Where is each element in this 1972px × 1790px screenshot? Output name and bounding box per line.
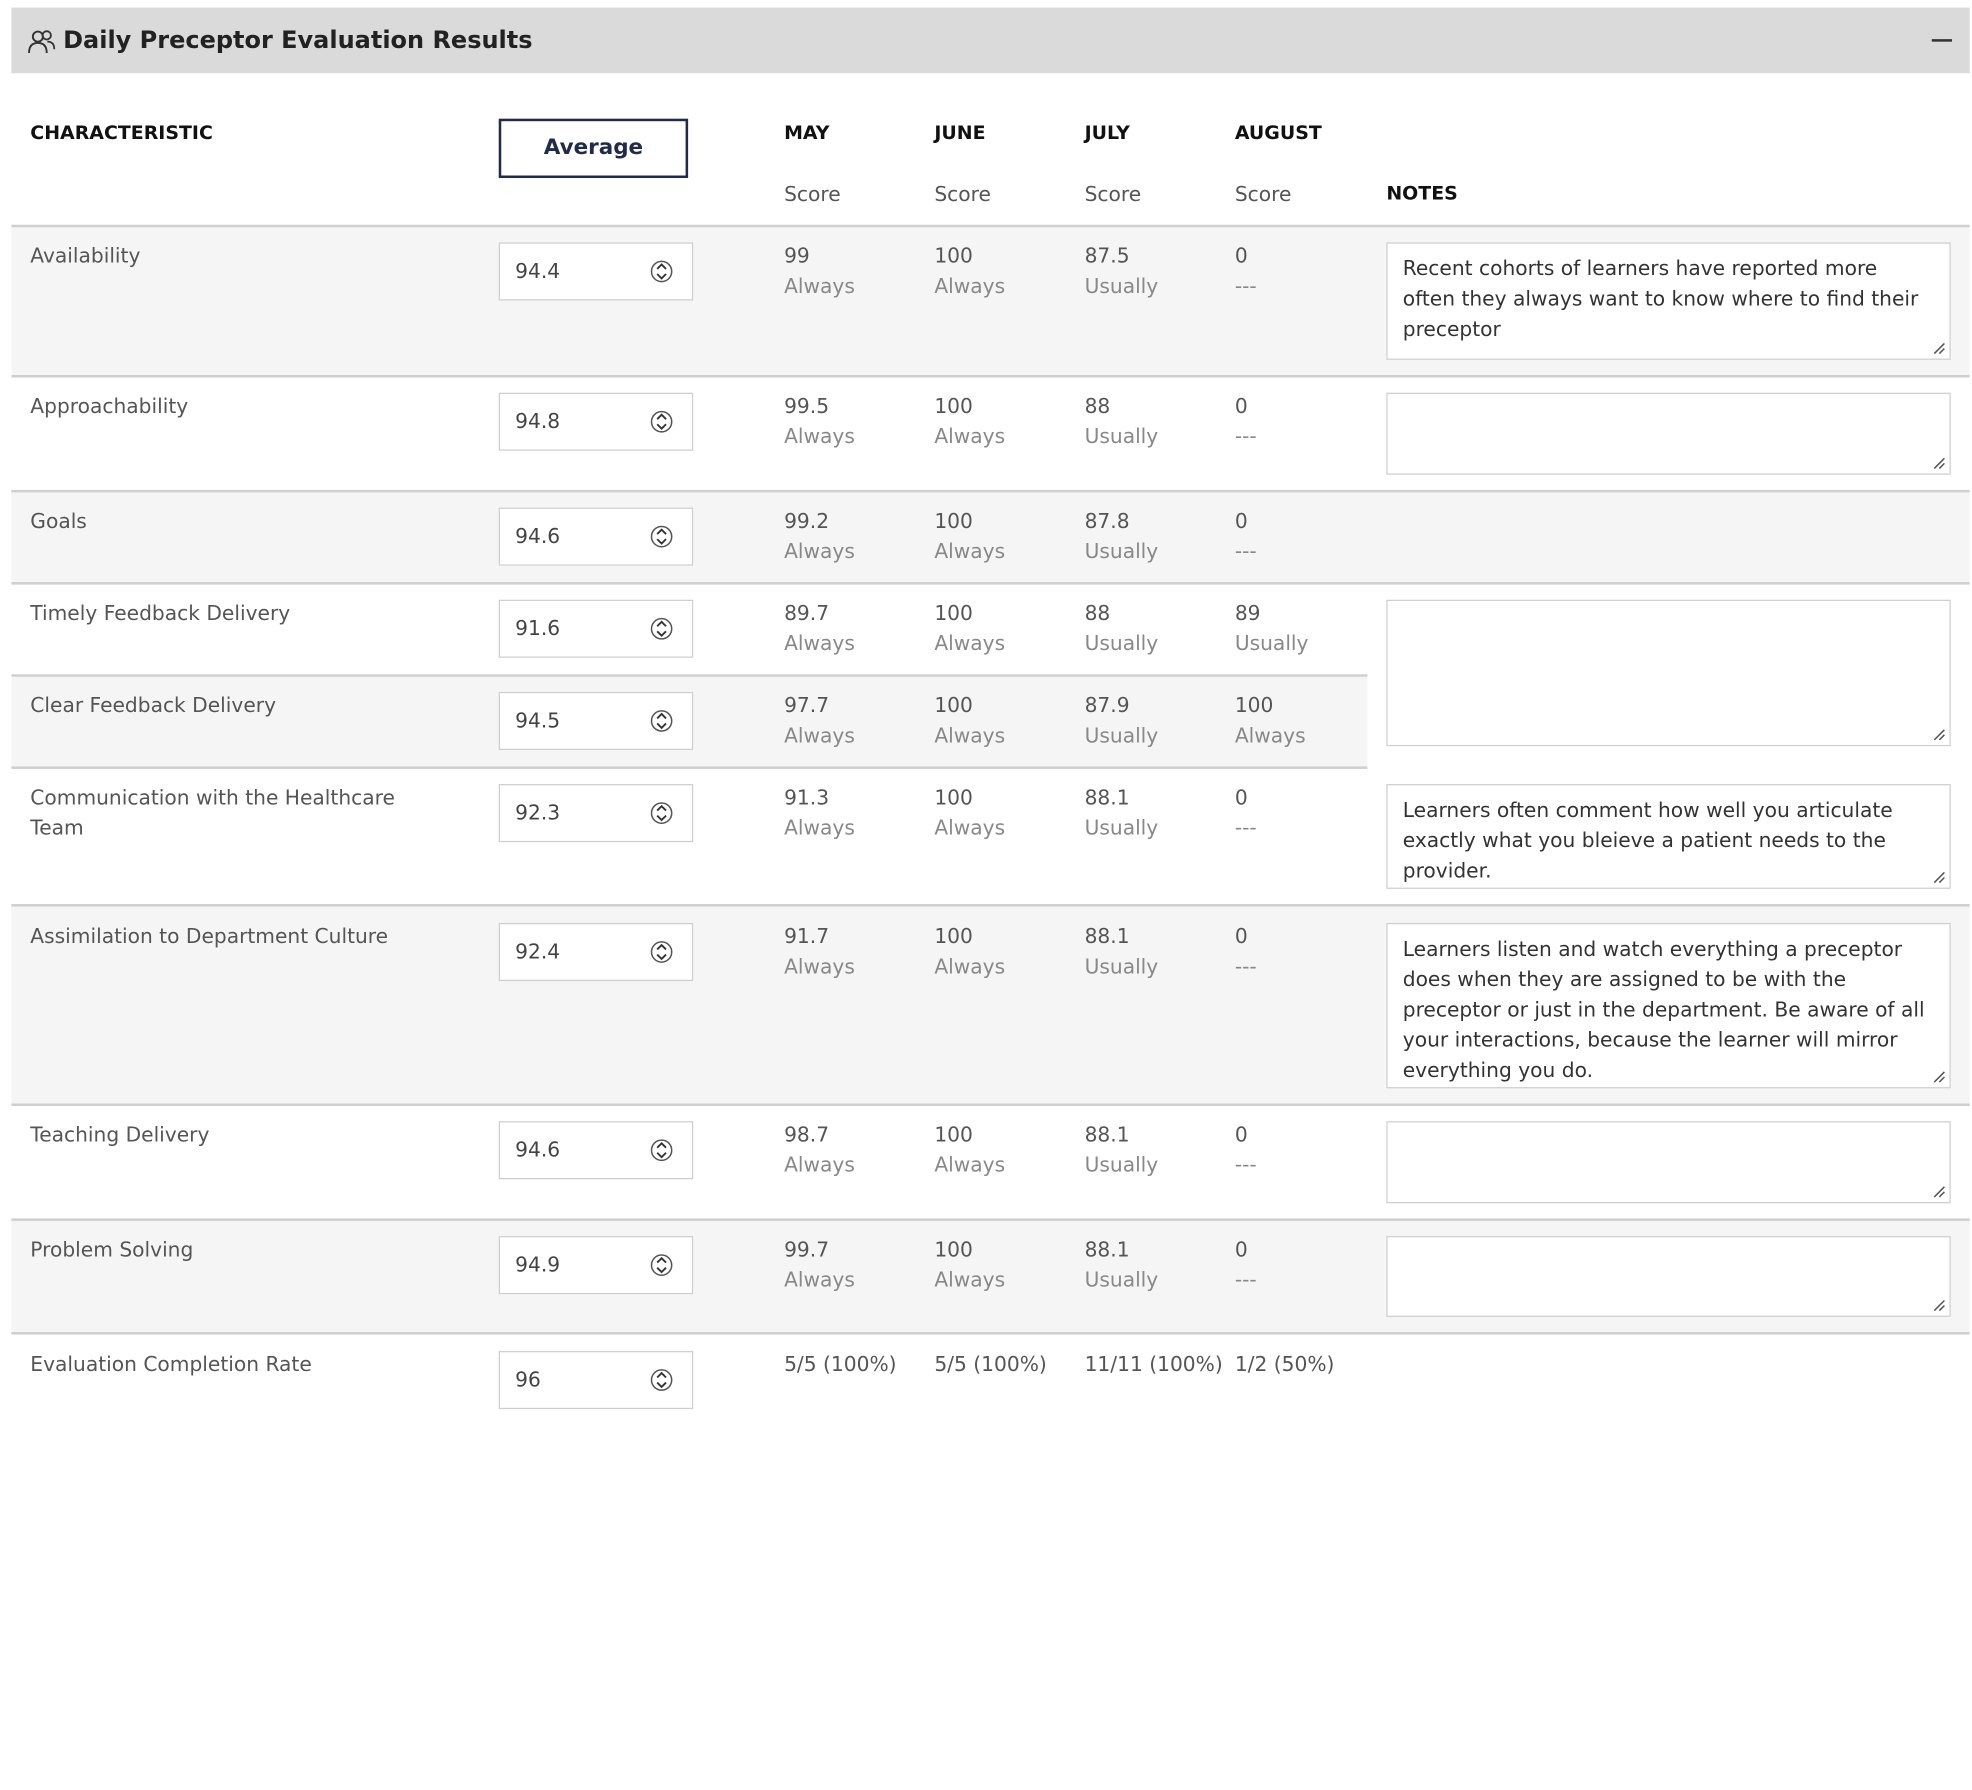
column-header-characteristic: CHARACTERISTIC bbox=[30, 121, 213, 144]
score-cell-may: 99.7 Always bbox=[784, 1237, 855, 1292]
score-cell-may: 89.7 Always bbox=[784, 600, 855, 656]
score-subheader-june: Score bbox=[934, 181, 991, 206]
score-cell-july: 88.1 Usually bbox=[1084, 924, 1159, 979]
characteristic-completion-rate: Evaluation Completion Rate bbox=[30, 1352, 312, 1377]
stepper-icon[interactable] bbox=[650, 256, 673, 286]
score-cell-may: 98.7 Always bbox=[784, 1122, 855, 1177]
characteristic-communication: Communication with the Healthcare Team bbox=[30, 785, 395, 840]
average-value: 94.6 bbox=[515, 1137, 561, 1162]
score-subheader-may: Score bbox=[784, 181, 841, 206]
column-header-august: AUGUST bbox=[1234, 121, 1322, 144]
row-divider bbox=[11, 674, 1367, 677]
row-divider bbox=[11, 766, 1367, 769]
average-input-timely-feedback[interactable] bbox=[499, 600, 693, 658]
notes-textarea-availability[interactable]: Recent cohorts of learners have reported more often they always want to know where to find their preceptor bbox=[1386, 242, 1950, 359]
resize-grip-icon[interactable] bbox=[1933, 729, 1946, 742]
characteristic-assimilation: Assimilation to Department Culture bbox=[30, 924, 389, 949]
column-header-june: JUNE bbox=[934, 121, 986, 144]
score-cell-july: 87.5 Usually bbox=[1084, 243, 1159, 298]
characteristic-approachability: Approachability bbox=[30, 393, 189, 418]
average-value: 94.9 bbox=[515, 1252, 561, 1277]
score-cell-july: 88.1 Usually bbox=[1084, 1237, 1159, 1292]
score-cell-may: 99.5 Always bbox=[784, 393, 855, 449]
stepper-icon[interactable] bbox=[650, 407, 673, 437]
stepper-icon[interactable] bbox=[650, 521, 673, 551]
score-subheader-july: Score bbox=[1084, 181, 1142, 206]
score-cell-may: 91.3 Always bbox=[784, 785, 855, 840]
average-value: 91.6 bbox=[515, 616, 561, 641]
score-cell-july: 88.1 Usually bbox=[1084, 785, 1159, 840]
average-value: 94.8 bbox=[515, 409, 561, 434]
score-cell-june: 100 Always bbox=[934, 1237, 1006, 1292]
resize-grip-icon[interactable] bbox=[1933, 457, 1946, 470]
score-cell-may: 97.7 Always bbox=[784, 693, 855, 748]
average-value: 94.6 bbox=[515, 523, 561, 548]
row-divider bbox=[11, 375, 1969, 378]
score-cell-august: 100 Always bbox=[1234, 693, 1306, 748]
score-cell-august: 0 --- bbox=[1234, 1122, 1257, 1177]
stepper-icon[interactable] bbox=[650, 937, 673, 967]
resize-grip-icon[interactable] bbox=[1933, 1071, 1946, 1084]
notes-textarea-teaching[interactable] bbox=[1386, 1121, 1950, 1203]
score-cell-august: 0 --- bbox=[1234, 508, 1257, 564]
completion-cell-may: 5/5 (100%) bbox=[784, 1352, 897, 1377]
stepper-icon[interactable] bbox=[650, 798, 673, 828]
resize-grip-icon[interactable] bbox=[1933, 1186, 1946, 1199]
column-header-notes: NOTES bbox=[1386, 181, 1458, 205]
score-cell-june: 100 Always bbox=[934, 393, 1006, 449]
average-value: 96 bbox=[515, 1367, 541, 1392]
notes-textarea-assimilation[interactable]: Learners listen and watch everything a preceptor does when they are assigned to be with the preceptor or just in the department. Be aware of all your interactions, because the learner will mirror everything you do. bbox=[1386, 923, 1950, 1088]
score-cell-june: 100 Always bbox=[934, 508, 1006, 564]
row-divider bbox=[11, 490, 1969, 493]
average-input-teaching[interactable] bbox=[499, 1121, 693, 1179]
panel-header bbox=[11, 8, 1969, 74]
average-input-completion-rate[interactable] bbox=[499, 1351, 693, 1409]
panel-title: Daily Preceptor Evaluation Results bbox=[63, 26, 533, 55]
characteristic-clear-feedback: Clear Feedback Delivery bbox=[30, 693, 277, 718]
score-cell-june: 100 Always bbox=[934, 924, 1006, 979]
average-value: 92.3 bbox=[515, 800, 561, 825]
average-input-availability[interactable] bbox=[499, 242, 693, 300]
characteristic-goals: Goals bbox=[30, 508, 87, 533]
score-cell-june: 100 Always bbox=[934, 243, 1006, 298]
notes-textarea-approachability[interactable] bbox=[1386, 393, 1950, 475]
score-subheader-august: Score bbox=[1234, 181, 1292, 206]
score-cell-august: 0 --- bbox=[1234, 1237, 1257, 1292]
score-cell-july: 87.8 Usually bbox=[1084, 508, 1159, 564]
notes-textarea-problem-solving[interactable] bbox=[1386, 1236, 1950, 1317]
notes-textarea-communication[interactable]: Learners often comment how well you articulate exactly what you bleieve a patient needs to the provider. bbox=[1386, 784, 1950, 889]
stepper-icon[interactable] bbox=[650, 1250, 673, 1280]
average-input-goals[interactable] bbox=[499, 508, 693, 566]
score-cell-august: 0 --- bbox=[1234, 924, 1257, 979]
stepper-icon[interactable] bbox=[650, 1365, 673, 1395]
row-divider bbox=[11, 225, 1969, 228]
score-cell-may: 99.2 Always bbox=[784, 508, 855, 564]
score-cell-july: 88 Usually bbox=[1084, 393, 1159, 449]
average-value: 94.4 bbox=[515, 258, 561, 283]
score-cell-july: 88 Usually bbox=[1084, 600, 1159, 656]
completion-cell-july: 11/11 (100%) bbox=[1084, 1352, 1223, 1377]
completion-cell-june: 5/5 (100%) bbox=[934, 1352, 1047, 1377]
score-cell-august: 0 --- bbox=[1234, 785, 1257, 840]
column-header-may: MAY bbox=[784, 121, 830, 144]
resize-grip-icon[interactable] bbox=[1933, 871, 1946, 884]
column-header-july: JULY bbox=[1084, 121, 1130, 144]
average-button[interactable]: Average bbox=[499, 119, 688, 178]
characteristic-teaching: Teaching Delivery bbox=[30, 1122, 210, 1147]
row-divider bbox=[11, 1332, 1969, 1335]
score-cell-july: 88.1 Usually bbox=[1084, 1122, 1159, 1177]
average-value: 92.4 bbox=[515, 939, 561, 964]
row-divider bbox=[11, 904, 1969, 907]
average-input-communication[interactable] bbox=[499, 784, 693, 842]
notes-textarea-feedback[interactable] bbox=[1386, 600, 1950, 746]
users-icon bbox=[28, 28, 56, 56]
stepper-icon[interactable] bbox=[650, 706, 673, 736]
score-cell-july: 87.9 Usually bbox=[1084, 693, 1159, 748]
score-cell-august: 89 Usually bbox=[1234, 600, 1309, 656]
average-input-approachability[interactable] bbox=[499, 393, 693, 451]
score-cell-may: 99 Always bbox=[784, 243, 855, 298]
score-cell-june: 100 Always bbox=[934, 785, 1006, 840]
average-value: 94.5 bbox=[515, 708, 561, 733]
row-divider bbox=[11, 1218, 1969, 1221]
score-cell-june: 100 Always bbox=[934, 600, 1006, 656]
minus-icon[interactable] bbox=[1932, 39, 1952, 42]
score-cell-august: 0 --- bbox=[1234, 393, 1257, 449]
characteristic-availability: Availability bbox=[30, 243, 141, 268]
row-divider bbox=[11, 1104, 1969, 1107]
resize-grip-icon[interactable] bbox=[1933, 342, 1946, 355]
average-input-assimilation[interactable] bbox=[499, 923, 693, 981]
score-cell-may: 91.7 Always bbox=[784, 924, 855, 979]
score-cell-august: 0 --- bbox=[1234, 243, 1257, 298]
stepper-icon[interactable] bbox=[650, 1135, 673, 1165]
average-input-clear-feedback[interactable] bbox=[499, 692, 693, 750]
characteristic-timely-feedback: Timely Feedback Delivery bbox=[30, 600, 291, 625]
completion-cell-august: 1/2 (50%) bbox=[1234, 1352, 1335, 1377]
score-cell-june: 100 Always bbox=[934, 693, 1006, 748]
row-divider bbox=[11, 582, 1969, 585]
score-cell-june: 100 Always bbox=[934, 1122, 1006, 1177]
characteristic-problem-solving: Problem Solving bbox=[30, 1237, 194, 1262]
average-input-problem-solving[interactable] bbox=[499, 1236, 693, 1294]
stepper-icon[interactable] bbox=[650, 614, 673, 644]
resize-grip-icon[interactable] bbox=[1933, 1299, 1946, 1312]
